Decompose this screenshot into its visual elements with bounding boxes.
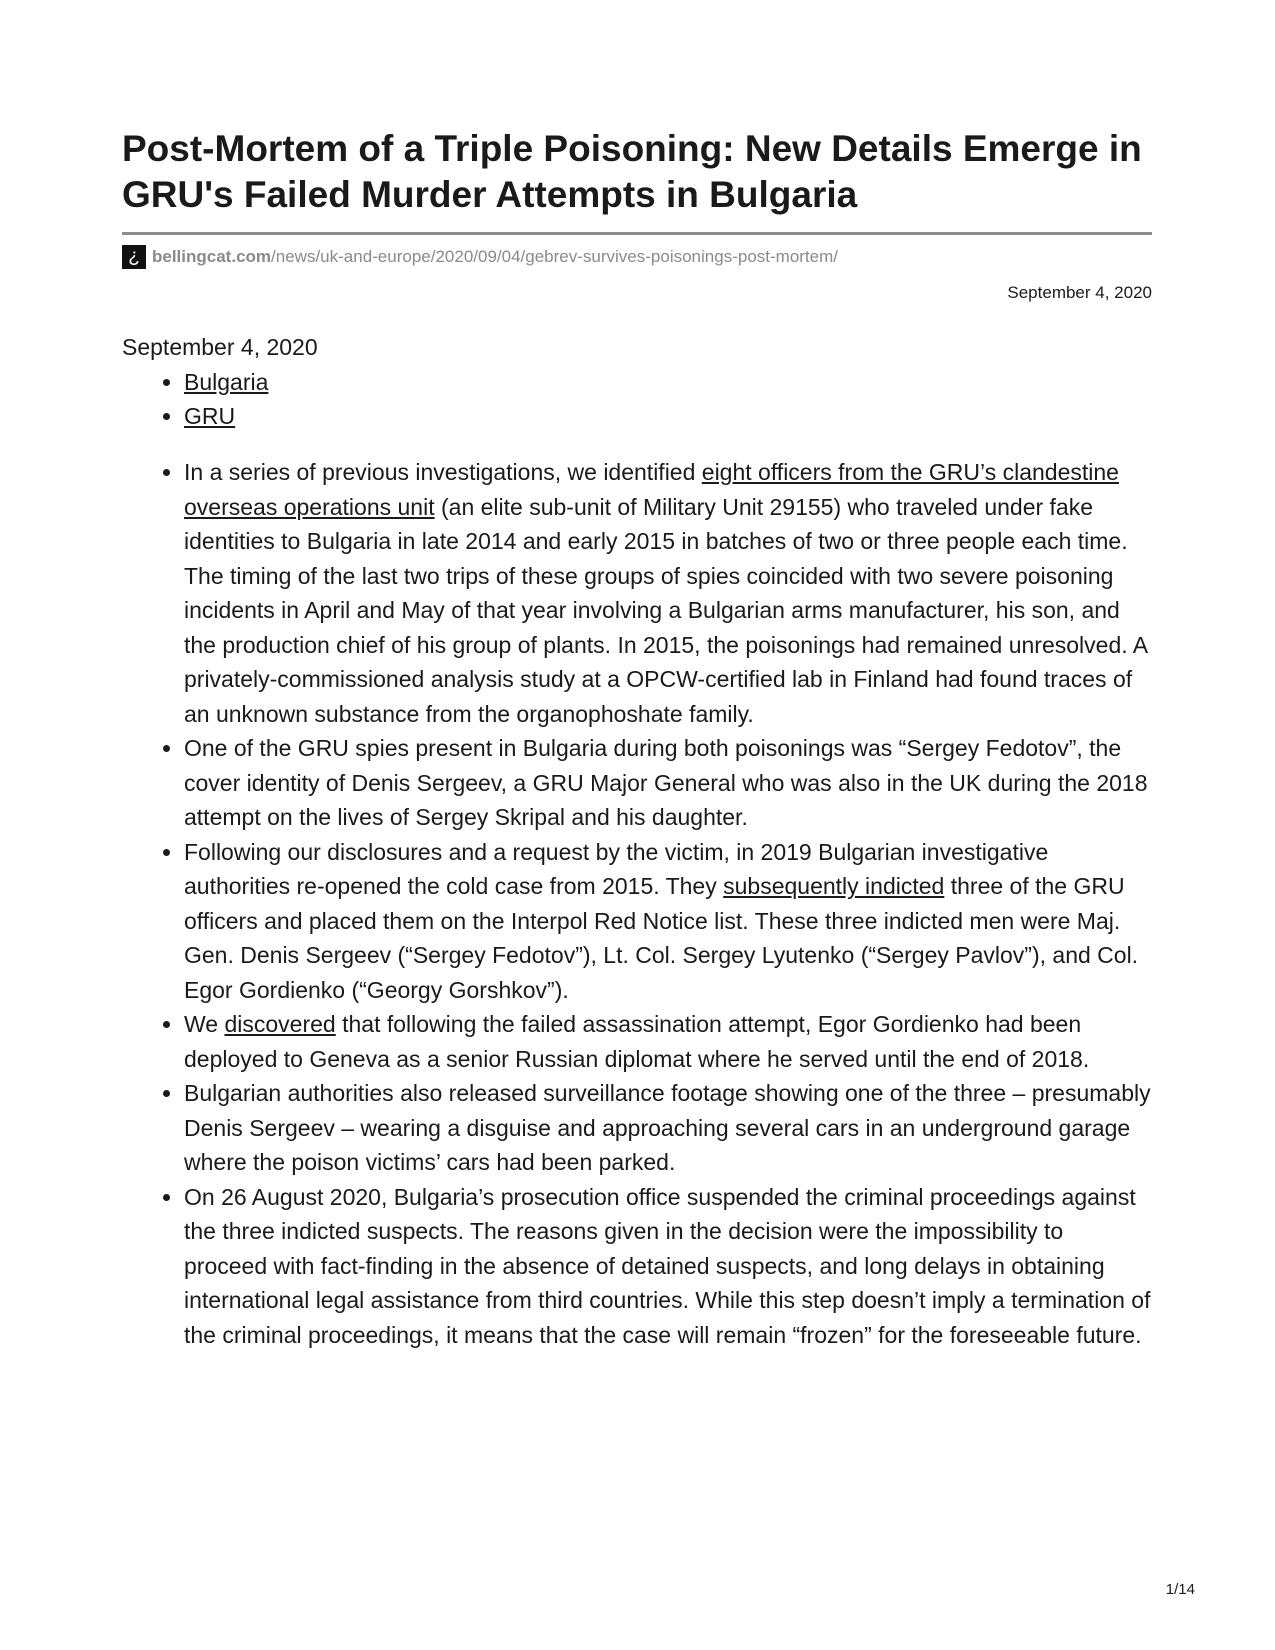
discovered-link[interactable]: discovered bbox=[224, 1011, 336, 1037]
key-points-list bbox=[122, 455, 1152, 1352]
key-point bbox=[184, 455, 1152, 731]
source-domain-link[interactable]: bellingcat.com bbox=[152, 247, 272, 266]
page-title: Post-Mortem of a Triple Poisoning: New Details Emerge in GRU's Failed Murder Attempts in Bulgaria bbox=[122, 128, 1142, 215]
key-point bbox=[184, 1076, 1152, 1180]
key-point-text: In a series of previous investigations, we identified bbox=[184, 459, 702, 485]
key-point-text: three of the GRU officers and placed them on the Interpol Red Notice list. These three indicted men were Maj. Gen. Denis Sergeev (“Sergey Fedotov”), Lt. Col. Sergey Lyutenko (“Sergey Pavlov”), and Col. Egor Gordienko (“Georgy Gorshkov”). bbox=[184, 873, 1139, 1003]
publish-date: September 4, 2020 bbox=[122, 334, 318, 360]
key-point-text: that following the failed assassination attempt, Egor Gordienko had been deployed to Geneva as a senior Russian diplomat where he served until the end of 2018. bbox=[184, 1011, 1090, 1072]
key-point-text: Following our disclosures and a request by the victim, in 2019 Bulgarian investigative authorities re-opened the cold case from 2015. They bbox=[184, 838, 1049, 899]
page-number: 1/14 bbox=[1165, 1581, 1195, 1598]
publish-date-header: September 4, 2020 bbox=[1007, 283, 1152, 302]
article-page bbox=[122, 126, 1152, 1352]
key-point-text: Bulgarian authorities also released surveillance footage showing one of the three – presumably Denis Sergeev – wearing a disguise and approaching several cars in an underground garage where the poison victims’ cars had been parked. bbox=[184, 1080, 1151, 1175]
source-path: /news/uk-and-europe/2020/09/04/gebrev-survives-poisonings-post-mortem/ bbox=[271, 247, 838, 266]
list-item bbox=[184, 365, 1152, 399]
tag-link-gru[interactable]: GRU bbox=[184, 403, 236, 429]
indictment-link[interactable]: subsequently indicted bbox=[723, 873, 945, 899]
title-divider bbox=[122, 232, 1152, 235]
key-point bbox=[184, 835, 1152, 1008]
list-item bbox=[184, 399, 1152, 433]
bellingcat-logo-icon: ¿ bbox=[122, 245, 146, 269]
investigation-link[interactable]: eight officers from the GRU’s clandestine overseas operations unit bbox=[184, 459, 1119, 520]
key-point-text: We bbox=[184, 1011, 225, 1037]
key-point-text: One of the GRU spies present in Bulgaria during both poisonings was “Sergey Fedotov”, the cover identity of Denis Sergeev, a GRU Major General who was also in the UK during the 2018 attempt on the lives of Sergey Skripal and his daughter. bbox=[184, 735, 1148, 830]
tag-list bbox=[122, 365, 1152, 433]
key-point bbox=[184, 1180, 1152, 1353]
key-point bbox=[184, 731, 1152, 835]
key-point-text: (an elite sub-unit of Military Unit 29155) who traveled under fake identities to Bulgaria in late 2014 and early 2015 in batches of two or three people each time. The timing of the last two trips of these groups of spies coincided with two severe poisoning incidents in April and May of that year involving a Bulgarian arms manufacturer, his son, and the production chief of his group of plants. In 2015, the poisonings had remained unresolved. A privately-commissioned analysis study at a OPCW-certified lab in Finland had found traces of an unknown substance from the organophoshate family. bbox=[184, 493, 1147, 727]
tag-link-bulgaria[interactable]: Bulgaria bbox=[184, 369, 269, 395]
key-point-text: On 26 August 2020, Bulgaria’s prosecution office suspended the criminal proceedings against the three indicted suspects. The reasons given in the decision were the impossibility to proceed with fact-finding in the absence of detained suspects, and long delays in obtaining international legal assistance from third countries. While this step doesn’t imply a termination of the criminal proceedings, it means that the case will remain “frozen” for the foreseeable future. bbox=[184, 1183, 1151, 1348]
source-line bbox=[122, 245, 1152, 269]
key-point bbox=[184, 1007, 1152, 1076]
